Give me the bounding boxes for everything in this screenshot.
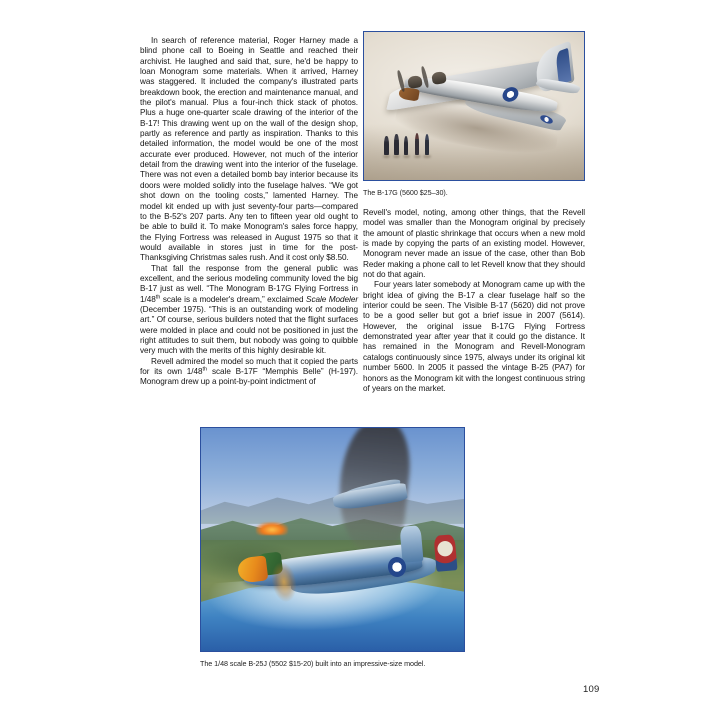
figure-b25j-box-art <box>200 427 465 652</box>
b17-tail-marking <box>555 48 571 85</box>
figure-b17g-model-photo <box>363 31 585 181</box>
b25-right-tail-fin <box>434 534 458 571</box>
crew-figure <box>384 136 389 155</box>
b25-left-tail-fin <box>399 525 423 562</box>
paragraph: In search of reference material, Roger Harney made a blind phone call to Boeing in Seattle and reached their archivist. He laughed and said that, sure, he'd be happy to loan Monogram some materials. When it arrived, Harney was staggered. It included the company's illustrated parts breakdown book, the erection and maintenance manual, and the pilot's manual. Plus a four-inch thick stack of photos. Plus a huge one-quarter scale drawing of the interior of the B-17! This drawing went up on the wall of the design shop, partly as reference and partly as inspiration. Thanks to this detailed information, the model would be one of the most accurate ever produced. However, not much of the interior detail from the drawing went into the interior of the fuselage. There was not even a detailed bomb bay interior because its doors were molded solidly into the fuselage halves. “We got shot down on the tooling costs,” lamented Harney. The model kit ended up with just seventy-four parts—compared to the B-52's 207 parts. Any ten to fifteen year old ought to be able to build it. To make Monogram's sales force happy, the Flying Fortress was released in August 1975 so that it would available in stores just in time for the post-Thanksgiving Christmas sales rush. And it cost only $8.50. <box>140 36 358 263</box>
figure-border <box>200 427 465 652</box>
paragraph: Revell admired the model so much that it copied the parts for its own 1/48th scale B-17F “Memphis Belle” (H-197). Monogram drew up a point-by-point indictment of <box>140 356 358 387</box>
paragraph: That fall the response from the general public was excellent, and the serious modeling community loved the big B-17 just as well. “The Monogram B-17G Flying Fortress in 1/48th scale is a modeler's dream,” exclaimed Scale Modeler (December 1975). “This is an outstanding work of modeling art.” Of course, serious builders noted that the flight surfaces were molded in place and could not be positioned in just the right attitudes to suit them, but nobody was going to quibble very much with the merits of this highly desirable kit. <box>140 263 359 356</box>
right-text-column <box>363 208 585 394</box>
figure-caption-b17g: The B-17G (5600 $25–30). <box>363 188 448 197</box>
crew-figure <box>415 133 420 154</box>
paragraph: Revell's model, noting, among other things, that the Revell model was smaller than the Monogram original by precisely the amount of plastic shrinkage that occurs when a new mold is made by copying the parts of an existing model. However, Monogram never made an issue of the case, other than Bob Reder making a phone call to let Revell know that they should not do that again. <box>363 208 585 280</box>
paragraph: Four years later somebody at Monogram came up with the bright idea of giving the B-17 a clear fuselage half so the interior could be seen. The Visible B-17 (5620) did not prove to be a good seller but got a brief issue in 2007 (5614). However, the original issue B-17G Flying Fortress demonstrated year after year that it could go the distance. It has remained in the Monogram and Revell-Monogram catalogs continuously since 1975, always under its original kit number 5600. In 2005 it passed the vintage B-25 (PA7) for honors as the Monogram kit with the longest continuous string of years on the market. <box>363 280 585 393</box>
crew-figure <box>425 134 430 155</box>
page-number: 109 <box>583 684 600 695</box>
left-text-column <box>140 36 358 388</box>
figure-border <box>363 31 585 181</box>
crew-figure <box>404 136 409 155</box>
painting-ground-fire <box>256 522 288 535</box>
crew-figure <box>394 134 399 155</box>
figure-caption-b25j: The 1/48 scale B-25J (5502 $15-20) built into an impressive-size model. <box>200 659 426 668</box>
